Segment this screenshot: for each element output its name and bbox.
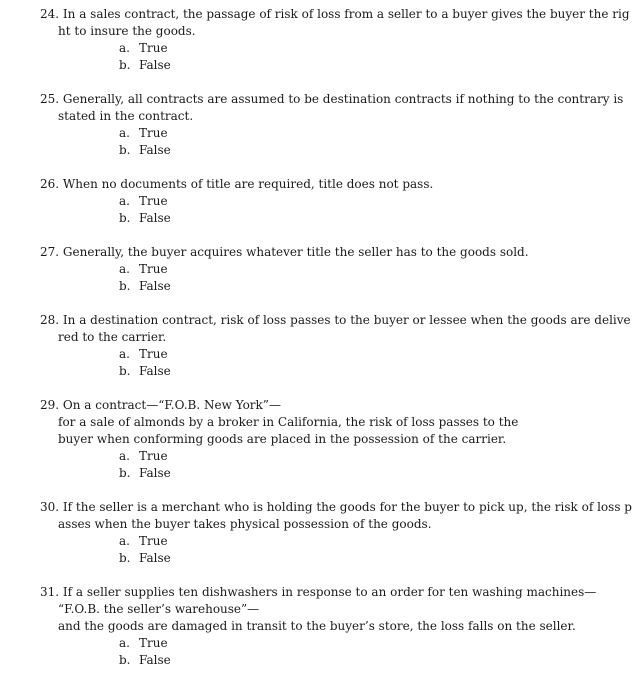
answer-options — [40, 40, 624, 74]
question-number: 31. — [40, 585, 60, 599]
question-number: 26. — [40, 177, 60, 191]
question-text-line — [40, 91, 624, 108]
option-label: False — [139, 211, 171, 225]
question-0 — [0, 6, 634, 74]
answer-options — [40, 448, 624, 482]
question-text: and the goods are damaged in transit to the buyer’s store, the loss falls on the seller. — [58, 619, 576, 633]
answer-option-true[interactable] — [119, 635, 624, 652]
option-letter: a. — [119, 41, 130, 55]
question-4 — [0, 312, 634, 380]
question-text-line — [40, 6, 630, 23]
question-number: 28. — [40, 313, 60, 327]
option-label: False — [139, 551, 171, 565]
option-label: False — [139, 653, 171, 667]
question-text: ht to insure the goods. — [58, 24, 196, 38]
option-letter: a. — [119, 636, 130, 650]
answer-options — [40, 635, 624, 669]
answer-option-false[interactable] — [119, 652, 624, 669]
question-text: If a seller supplies ten dishwashers in response to an order for ten washing machines— — [62, 585, 597, 599]
option-letter: a. — [119, 262, 130, 276]
question-text-line — [40, 23, 624, 40]
question-spacer — [0, 74, 634, 91]
question-text-line — [40, 176, 624, 193]
answer-options — [40, 533, 624, 567]
answer-option-true[interactable] — [119, 533, 624, 550]
question-text: stated in the contract. — [58, 109, 194, 123]
option-letter: a. — [119, 126, 130, 140]
option-label: False — [139, 58, 171, 72]
option-letter: b. — [119, 364, 131, 378]
option-letter: b. — [119, 143, 131, 157]
question-text: On a contract—“F.O.B. New York”— — [62, 398, 281, 412]
option-label: False — [139, 466, 171, 480]
option-label: True — [139, 347, 168, 361]
option-letter: a. — [119, 194, 130, 208]
question-list — [0, 6, 634, 669]
question-text-line — [40, 499, 632, 516]
question-text: red to the carrier. — [58, 330, 167, 344]
option-label: True — [139, 534, 168, 548]
question-text-line — [40, 618, 624, 635]
answer-option-false[interactable] — [119, 210, 624, 227]
question-number: 27. — [40, 245, 60, 259]
option-label: True — [139, 194, 168, 208]
question-spacer — [0, 380, 634, 397]
question-text-line — [40, 431, 624, 448]
question-text-line — [40, 601, 624, 618]
question-text: for a sale of almonds by a broker in California, the risk of loss passes to the — [58, 415, 519, 429]
question-text-line — [40, 312, 631, 329]
question-text-line — [40, 516, 624, 533]
answer-options — [40, 125, 624, 159]
option-label: True — [139, 449, 168, 463]
question-1 — [0, 91, 634, 159]
option-letter: b. — [119, 653, 131, 667]
option-label: False — [139, 143, 171, 157]
answer-options — [40, 261, 624, 295]
question-spacer — [0, 159, 634, 176]
question-text: In a destination contract, risk of loss passes to the buyer or lessee when the goods are delive — [62, 313, 631, 327]
option-letter: b. — [119, 466, 131, 480]
answer-option-false[interactable] — [119, 57, 624, 74]
question-text: In a sales contract, the passage of risk of loss from a seller to a buyer gives the buyer the rig — [62, 7, 630, 21]
option-label: True — [139, 262, 168, 276]
option-letter: a. — [119, 347, 130, 361]
answer-option-true[interactable] — [119, 261, 624, 278]
question-text-line — [40, 414, 624, 431]
question-number: 24. — [40, 7, 60, 21]
question-text-line — [40, 329, 624, 346]
option-label: True — [139, 41, 168, 55]
answer-option-true[interactable] — [119, 448, 624, 465]
option-letter: a. — [119, 449, 130, 463]
question-text-line — [40, 108, 624, 125]
question-text-line — [40, 584, 624, 601]
question-2 — [0, 176, 634, 227]
question-text: asses when the buyer takes physical possession of the goods. — [58, 517, 432, 531]
question-text: “F.O.B. the seller’s warehouse”— — [58, 602, 260, 616]
answer-option-false[interactable] — [119, 465, 624, 482]
answer-option-false[interactable] — [119, 363, 624, 380]
question-3 — [0, 244, 634, 295]
question-7 — [0, 584, 634, 669]
question-text: Generally, the buyer acquires whatever title the seller has to the goods sold. — [62, 245, 529, 259]
question-text: buyer when conforming goods are placed in the possession of the carrier. — [58, 432, 507, 446]
question-number: 25. — [40, 92, 60, 106]
option-letter: b. — [119, 551, 131, 565]
option-letter: b. — [119, 279, 131, 293]
question-spacer — [0, 295, 634, 312]
answer-option-true[interactable] — [119, 125, 624, 142]
question-5 — [0, 397, 634, 482]
answer-option-true[interactable] — [119, 346, 624, 363]
answer-options — [40, 346, 624, 380]
option-label: False — [139, 279, 171, 293]
answer-option-false[interactable] — [119, 550, 624, 567]
option-letter: b. — [119, 58, 131, 72]
question-spacer — [0, 227, 634, 244]
answer-option-true[interactable] — [119, 40, 624, 57]
option-label: True — [139, 636, 168, 650]
answer-option-false[interactable] — [119, 278, 624, 295]
option-letter: b. — [119, 211, 131, 225]
option-label: True — [139, 126, 168, 140]
answer-option-false[interactable] — [119, 142, 624, 159]
question-6 — [0, 499, 634, 567]
option-label: False — [139, 364, 171, 378]
answer-options — [40, 193, 624, 227]
question-text: If the seller is a merchant who is holding the goods for the buyer to pick up, the risk of loss p — [62, 500, 632, 514]
question-number: 30. — [40, 500, 60, 514]
question-text-line — [40, 397, 624, 414]
option-letter: a. — [119, 534, 130, 548]
question-text-line — [40, 244, 624, 261]
answer-option-true[interactable] — [119, 193, 624, 210]
question-spacer — [0, 567, 634, 584]
question-spacer — [0, 482, 634, 499]
question-number: 29. — [40, 398, 60, 412]
question-text: Generally, all contracts are assumed to be destination contracts if nothing to the contrary is — [62, 92, 624, 106]
question-text: When no documents of title are required, title does not pass. — [62, 177, 434, 191]
